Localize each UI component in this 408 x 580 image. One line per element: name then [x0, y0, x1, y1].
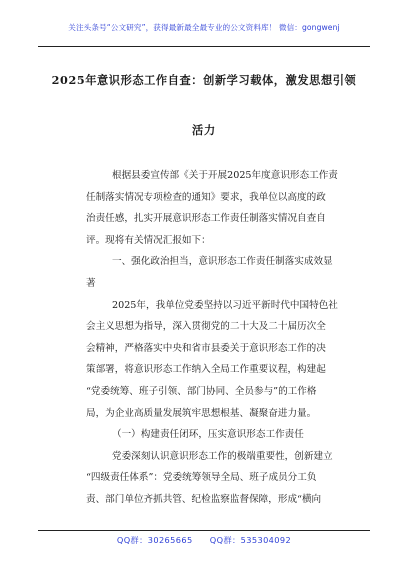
body-line: 治责任感，扎实开展意识形态工作责任制落实情况自查自: [86, 213, 326, 225]
section-heading: 一、强化政治担当，意识形态工作责任制落实成效显: [112, 256, 333, 268]
header-divider: [38, 46, 370, 47]
subsection-heading: （一）构建责任闭环，压实意识形态工作责任: [112, 429, 304, 441]
body-line: 会主义思想为指导，深入贯彻党的二十大及二十届历次全: [86, 321, 326, 333]
body-line: 策部署，将意识形态工作纳入全局工作重要议程，构建起: [86, 364, 326, 376]
document-title-line-2: 活力: [192, 123, 216, 137]
body-line: 任制落实情况专项检查的通知》要求，我单位以高度的政: [86, 191, 326, 203]
footer-divider: [38, 530, 370, 531]
body-line: “党委统筹、班子引领、部门协同、全员参与”的工作格: [86, 385, 317, 397]
body-line: 党委深刻认识意识形态工作的极端重要性，创新建立: [112, 450, 333, 462]
body-line: 评。现将有关情况汇报如下：: [86, 234, 211, 246]
body-line: 局，为企业高质量发展筑牢思想根基、凝聚奋进力量。: [86, 407, 317, 419]
body-line: 会精神，严格落实中央和省市县委关于意识形态工作的决: [86, 342, 326, 354]
document-title-line-1: 2025年意识形态工作自查：创新学习载体，激发思想引领: [51, 73, 357, 87]
body-line: 责、部门单位齐抓共管、纪检监察监督保障，形成“横向: [86, 493, 322, 505]
body-line: “四级责任体系”：党委统筹领导全局、班子成员分工负: [86, 472, 317, 484]
document-body: [86, 165, 338, 511]
footer-note: QQ群：30265665 QQ群：535304092: [116, 535, 292, 545]
section-heading-continued: 著: [86, 277, 96, 289]
body-line: 根据县委宣传部《关于开展2025年度意识形态工作责: [112, 170, 338, 181]
body-line: 2025年，我单位党委坚持以习近平新时代中国特色社: [112, 299, 338, 311]
header-note: 关注头条号“公文研究”，获得最新最全最专业的公文资料库！ 微信：gongwenj: [68, 23, 340, 32]
